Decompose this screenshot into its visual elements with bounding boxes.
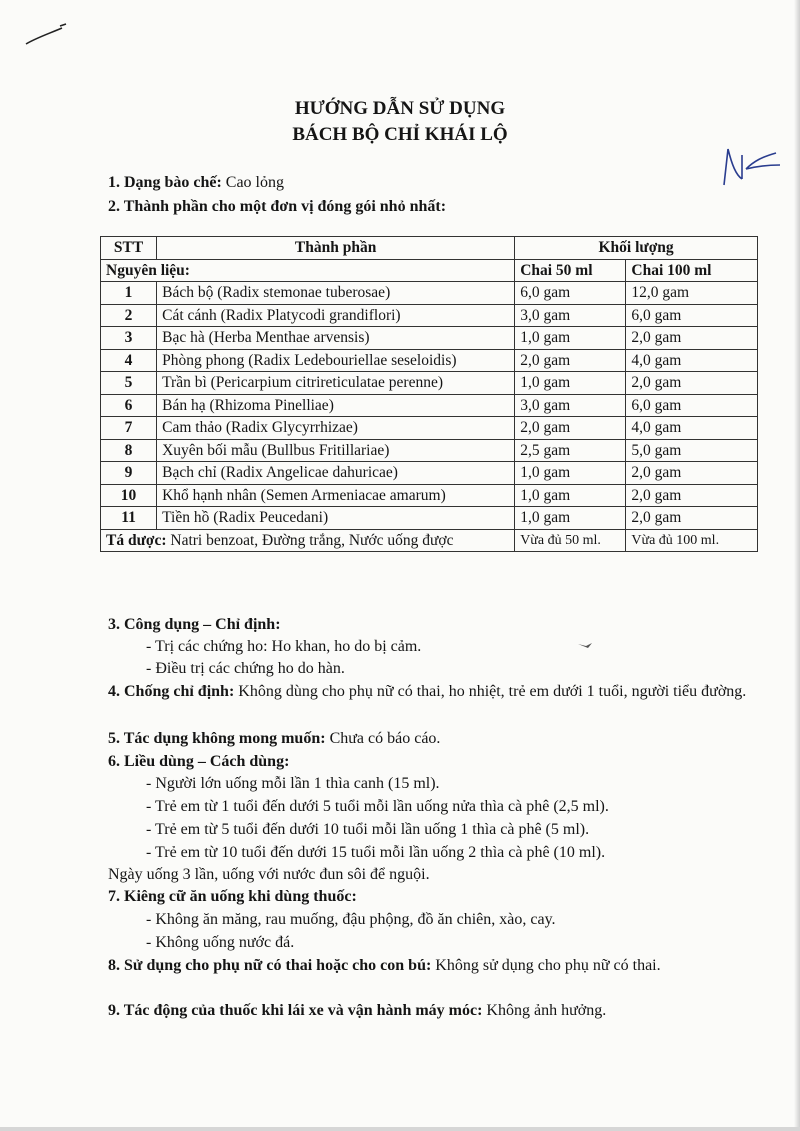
title-line-1: HƯỚNG DẪN SỬ DỤNG	[294, 98, 506, 119]
row-stt: 6	[101, 394, 157, 417]
table-row	[101, 372, 758, 395]
page-edge-shadow	[794, 0, 800, 1131]
row-mass-100: 6,0 gam	[626, 304, 758, 327]
subheader-100ml: Chai 100 ml	[626, 259, 758, 282]
section-3-label: 3. Công dụng – Chỉ định:	[108, 616, 281, 633]
table-row	[101, 327, 758, 350]
section-7-label: 7. Kiêng cữ ăn uống khi dùng thuốc:	[108, 888, 357, 905]
dosage-item: - Trẻ em từ 1 tuổi đến dưới 5 tuổi mỗi lần uống nửa thìa cà phê (2,5 ml).	[146, 798, 609, 815]
row-ingredient: Phòng phong (Radix Ledebouriellae seseloidis)	[157, 349, 515, 372]
section-5-label: 5. Tác dụng không mong muốn:	[108, 730, 326, 747]
table-header-row	[101, 237, 758, 260]
row-mass-50: 2,5 gam	[515, 439, 626, 462]
table-row	[101, 462, 758, 485]
row-ingredient: Bạch chỉ (Radix Angelicae dahuricae)	[157, 462, 515, 485]
row-ingredient: Khổ hạnh nhân (Semen Armeniacae amarum)	[157, 484, 515, 507]
section-8-label: 8. Sử dụng cho phụ nữ có thai hoặc cho con bú:	[108, 957, 432, 974]
row-mass-50: 3,0 gam	[515, 394, 626, 417]
table-row	[101, 484, 758, 507]
section-6-label: 6. Liều dùng – Cách dùng:	[108, 753, 290, 770]
section-indications	[108, 614, 281, 636]
section-composition	[108, 196, 446, 218]
dosage-item: - Người lớn uống mỗi lần 1 thìa canh (15 ml).	[146, 775, 440, 792]
row-mass-50: 1,0 gam	[515, 372, 626, 395]
composition-table	[100, 236, 758, 552]
row-stt: 8	[101, 439, 157, 462]
section-contraindications	[108, 681, 748, 703]
excipient-row	[101, 529, 758, 552]
row-mass-100: 5,0 gam	[626, 439, 758, 462]
header-ingredient: Thành phần	[157, 237, 515, 260]
row-ingredient: Cát cánh (Radix Platycodi grandiflori)	[157, 304, 515, 327]
section-4-value: Không dùng cho phụ nữ có thai, ho nhiệt, trẻ em dưới 1 tuổi, người tiểu đường.	[238, 683, 747, 700]
row-mass-50: 2,0 gam	[515, 349, 626, 372]
diet-item: - Không ăn măng, rau muống, đậu phộng, đồ ăn chiên, xào, cay.	[146, 911, 556, 928]
row-mass-100: 4,0 gam	[626, 349, 758, 372]
table-row	[101, 394, 758, 417]
section-side-effects	[108, 728, 440, 750]
row-ingredient: Xuyên bối mẫu (Bullbus Fritillariae)	[157, 439, 515, 462]
row-stt: 7	[101, 417, 157, 440]
row-mass-100: 2,0 gam	[626, 484, 758, 507]
row-ingredient: Cam thảo (Radix Glycyrrhizae)	[157, 417, 515, 440]
section-9-label: 9. Tác động của thuốc khi lái xe và vận hành máy móc:	[108, 1002, 483, 1019]
section-9-value: Không ảnh hưởng.	[486, 1002, 607, 1019]
document-title	[0, 96, 800, 148]
row-mass-100: 4,0 gam	[626, 417, 758, 440]
row-stt: 4	[101, 349, 157, 372]
subheader-50ml: Chai 50 ml	[515, 259, 626, 282]
section-1-value: Cao lỏng	[225, 174, 284, 191]
row-mass-100: 6,0 gam	[626, 394, 758, 417]
ink-speck	[576, 640, 596, 652]
section-dosage	[108, 751, 289, 773]
diet-item: - Không uống nước đá.	[146, 934, 295, 951]
dosage-note: Ngày uống 3 lần, uống với nước đun sôi để nguội.	[108, 866, 430, 883]
table-row	[101, 417, 758, 440]
table-row	[101, 282, 758, 305]
row-ingredient: Bạc hà (Herba Menthae arvensis)	[157, 327, 515, 350]
row-ingredient: Bán hạ (Rhizoma Pinelliae)	[157, 394, 515, 417]
table-row	[101, 507, 758, 530]
section-pregnancy	[108, 955, 748, 977]
table-row	[101, 349, 758, 372]
page-edge-bottom	[0, 1127, 800, 1131]
dosage-item: - Trẻ em từ 10 tuổi đến dưới 15 tuổi mỗi lần uống 2 thìa cà phê (10 ml).	[146, 844, 606, 861]
row-mass-50: 6,0 gam	[515, 282, 626, 305]
section-1-label: 1. Dạng bào chế:	[108, 174, 222, 191]
row-mass-100: 2,0 gam	[626, 507, 758, 530]
row-ingredient: Trần bì (Pericarpium citrireticulatae perenne)	[157, 372, 515, 395]
row-mass-100: 2,0 gam	[626, 372, 758, 395]
section-2-label: 2. Thành phần cho một đơn vị đóng gói nhỏ nhất:	[108, 198, 447, 215]
indication-item: - Trị các chứng ho: Ho khan, ho do bị cảm.	[146, 638, 422, 655]
row-stt: 2	[101, 304, 157, 327]
row-mass-50: 1,0 gam	[515, 484, 626, 507]
row-mass-100: 12,0 gam	[626, 282, 758, 305]
section-diet-restrictions	[108, 886, 357, 908]
table-subheader-row	[101, 259, 758, 282]
dosage-item: - Trẻ em từ 5 tuổi đến dưới 10 tuổi mỗi lần uống 1 thìa cà phê (5 ml).	[146, 821, 590, 838]
row-mass-50: 1,0 gam	[515, 507, 626, 530]
row-mass-50: 2,0 gam	[515, 417, 626, 440]
section-8-value: Không sử dụng cho phụ nữ có thai.	[435, 957, 661, 974]
table-row	[101, 439, 758, 462]
row-stt: 3	[101, 327, 157, 350]
subheader-materials: Nguyên liệu:	[101, 259, 515, 282]
excipient-cell	[101, 529, 515, 552]
header-mass: Khối lượng	[515, 237, 758, 260]
row-ingredient: Bách bộ (Radix stemonae tuberosae)	[157, 282, 515, 305]
section-5-value: Chưa có báo cáo.	[329, 730, 441, 747]
excipient-label: Tá dược:	[106, 531, 167, 549]
section-driving	[108, 1000, 606, 1022]
indication-item: - Điều trị các chứng ho do hàn.	[146, 660, 345, 677]
title-line-2: BÁCH BỘ CHỈ KHÁI LỘ	[292, 124, 508, 145]
excipient-100ml: Vừa đủ 100 ml.	[626, 529, 758, 552]
row-ingredient: Tiền hồ (Radix Peucedani)	[157, 507, 515, 530]
row-stt: 9	[101, 462, 157, 485]
section-dosage-form	[108, 172, 284, 194]
row-mass-50: 1,0 gam	[515, 327, 626, 350]
row-stt: 10	[101, 484, 157, 507]
table-row	[101, 304, 758, 327]
row-mass-100: 2,0 gam	[626, 327, 758, 350]
excipient-50ml: Vừa đủ 50 ml.	[515, 529, 626, 552]
row-stt: 1	[101, 282, 157, 305]
section-4-label: 4. Chống chỉ định:	[108, 683, 235, 700]
row-mass-100: 2,0 gam	[626, 462, 758, 485]
pen-stroke-mark	[22, 18, 72, 58]
excipient-value: Natri benzoat, Đường trắng, Nước uống được	[170, 531, 454, 549]
row-mass-50: 1,0 gam	[515, 462, 626, 485]
row-mass-50: 3,0 gam	[515, 304, 626, 327]
row-stt: 11	[101, 507, 157, 530]
row-stt: 5	[101, 372, 157, 395]
header-stt: STT	[101, 237, 157, 260]
